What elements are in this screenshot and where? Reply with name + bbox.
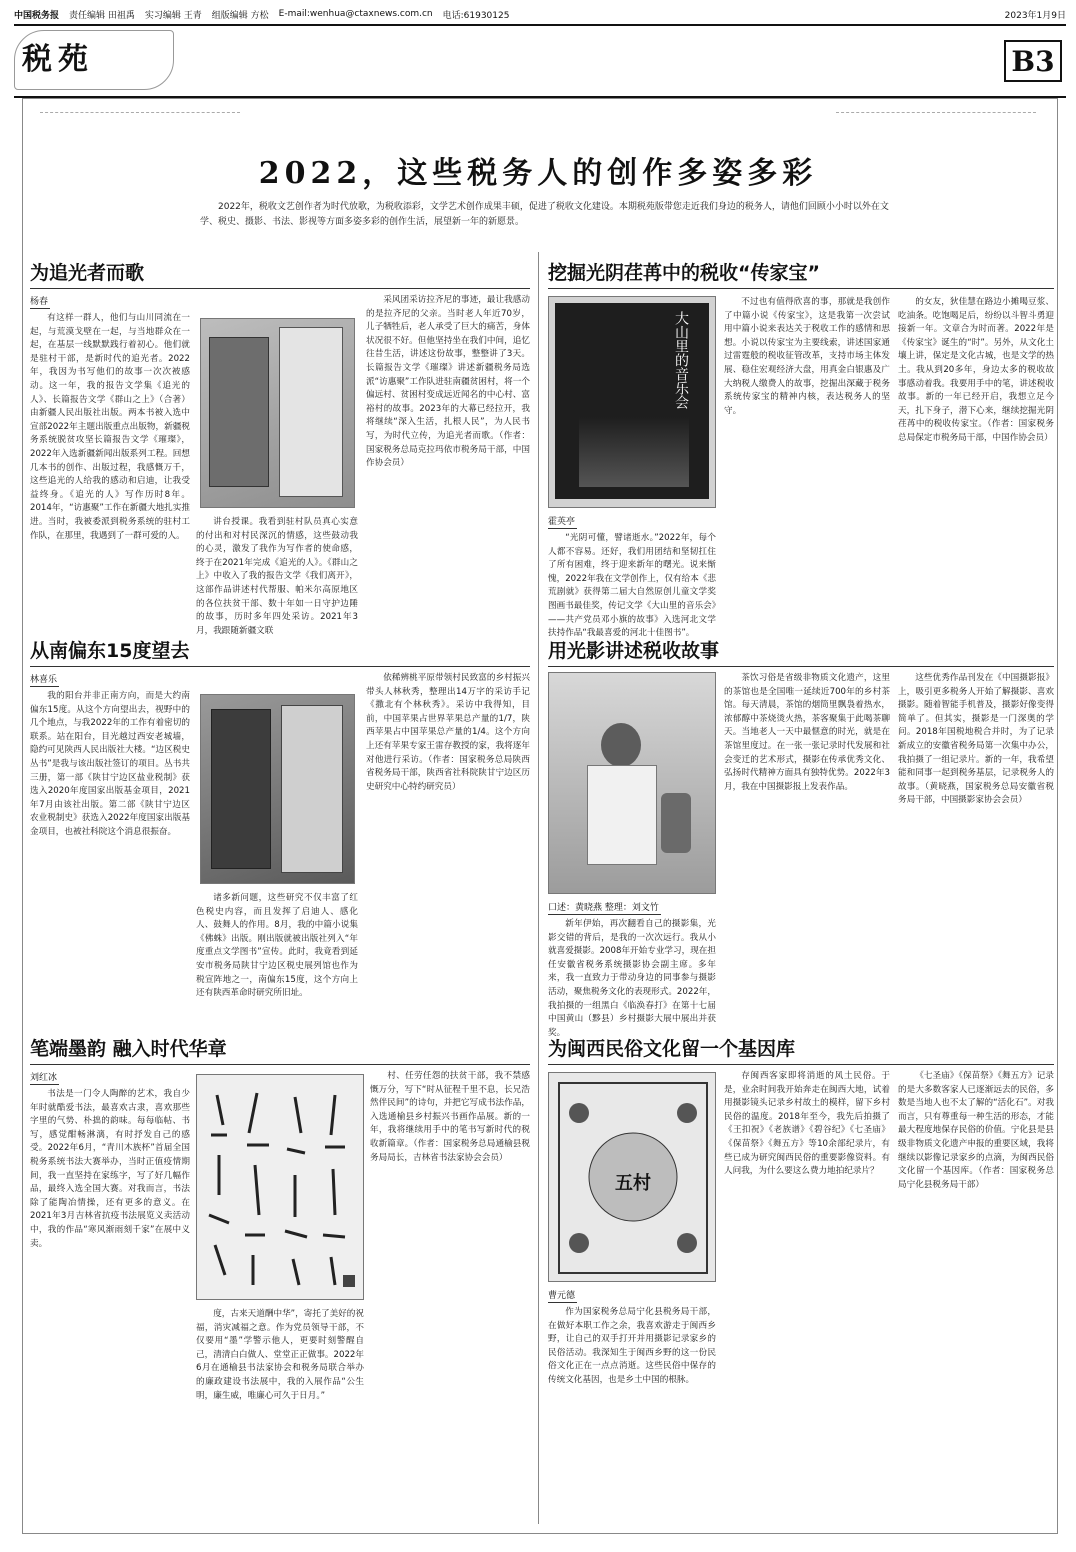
article-column <box>196 516 358 636</box>
top-info-bar <box>14 6 1066 22</box>
article-text: 新年伊始，再次翻看自己的摄影集，光影交错的背后，是我的一次次远行。我从小就喜爱摄影。2008年开始专业学习，现在担任安徽省税务系统摄影协会副主席。多年来，我一直致力于带动身边的同事参与摄影活动，聚焦税务文化的表现形式。2022年，我拍摄的一组黑白《临涣春打》在第十七届中国黄山（黟县）乡村摄影大展中展出并获奖。 <box>548 919 716 1038</box>
title-rule <box>548 1064 1054 1065</box>
portrait-photo <box>548 672 716 894</box>
title-rule <box>30 288 530 289</box>
page-number: B3 <box>1004 40 1062 82</box>
article-title: 用光影讲述税收故事 <box>548 640 720 662</box>
article-text: 度，古来天道酬中华”，寄托了美好的祝福，消灾减福之意。作为党员领导干部，不仅要用“墨”学警示他人，更要时刻警醒自己，清清白白做人、堂堂正正做事。2022年6月在通榆县书法家协会和税务局联合举办的廉政建设书法展中，我的入展作品“公生明，廉生威，唯廉心可久于日月。” <box>196 1309 364 1401</box>
phone-number: 电话:61930125 <box>442 10 510 21</box>
center-divider <box>538 252 539 1524</box>
article-column <box>898 1070 1054 1524</box>
article-title: 为追光者而歌 <box>30 262 145 284</box>
article-text: 茶饮习俗是省级非物质文化遗产，这里的茶馆也是全国唯一延续近700年的乡村茶馆。每天清晨，茶馆的烟筒里飘袅着热水，浓郁醇中茶烧烫火热，茶客聚集于此喝茶聊天。当地老人一天中最惬意的时光，就是在茶馆里度过。在一张一张记录时代发展和社会变迁的艺术形式，摄影在传承优秀文化、弘扬时代精神方面具有独特优势。2022年3月，我在中国摄影报上发表作品。 <box>724 673 890 792</box>
title-rule <box>548 288 1054 289</box>
article-author: 霍英亭 <box>548 514 577 529</box>
issue-date: 2023年1月9日 <box>1004 10 1066 21</box>
section-title: 税苑 <box>22 42 94 77</box>
article-text: “光阴可懂，譬诸逝水。”2022年，每个人都不容易。还好，我们用团结和坚韧扛住了所有困难，终于迎来新年的曙光。说来惭愧，2022年我在文学创作上，仅有给本《悲荒剧就》获得第二届大自然原创儿童文学奖图画书最佳奖，传记文学《大山里的音乐会》——共产党员邓小旗的故事》入选河北文学扶持作品“我最喜爱的河北十佳图书”。 <box>548 533 716 639</box>
article-title: 挖掘光阴荏苒中的税收“传家宝” <box>548 262 820 284</box>
email-address: E-mail:wenhua@ctaxnews.com.cn <box>278 9 433 19</box>
article-title: 从南偏东15度望去 <box>30 640 190 662</box>
article-column <box>898 296 1054 626</box>
title-rule <box>30 1064 530 1065</box>
article-author: 林喜乐 <box>30 672 59 687</box>
article-column <box>366 294 530 626</box>
editor-credit: 责任编辑 田祖禹 <box>69 10 135 21</box>
main-headline: 2022，这些税务人的创作多姿多彩 <box>258 156 818 191</box>
article-text: 我的阳台并非正南方向，而是大约南偏东15度。从这个方向望出去，视野中的几个地点，与我2022年的工作有着密切的联系。站在阳台，目光越过西安老城墙，隐约可见陕西人民出版社大楼。“边区税史丛书”是我与该出版社签订的项目。丛书共三册，第一部《陕甘宁边区盐业税制》获选入2020年度国家出版基金项目，2021年7月由该社出版。第二部《陕甘宁边区农业税制史》获选入2022年度国家出版基金项目，也被社科院这个消息很振奋。 <box>30 691 190 837</box>
poster-title: 五村 <box>615 1173 651 1194</box>
article-title: 笔端墨韵 融入时代华章 <box>30 1038 227 1060</box>
article-column <box>898 672 1054 1024</box>
article-column <box>724 672 890 1024</box>
article-text: 诸多新问题，这些研究不仅丰富了红色税史内容，而且发挥了启迪人、感化人、鼓舞人的作用。8月，我的中篇小说集《佛蛛》出版。刚出版就被出版社列入“年度重点文学图书”宣传。此时，我竟看到延安市税务局陕甘宁边区税史展列馆也作为税宣阵地之一，南偏东15度，这个方向上还有陕西革命时研究所旧址。 <box>196 893 358 999</box>
article-column <box>548 918 716 1038</box>
calligraphy-image <box>196 1074 364 1300</box>
article-column <box>724 1070 890 1524</box>
article-column <box>366 672 530 1024</box>
layout-credit: 组版编辑 方松 <box>211 10 269 21</box>
article-column <box>30 690 190 1022</box>
article-text: 这些优秀作品刊发在《中国摄影报》上，吸引更多税务人开始了解摄影、喜欢摄影。随着智能手机普及，摄影好像变得简单了。但其实，摄影是一门深奥的学问。2018年国税地税合并时，为了记录新成立的安徽省税务局第一次集中办公，我拍摄了一组记录片。新的一年，我希望能和同事一起到税务基层，记录税务人的故事。（黄晓燕，国家税务总局安徽省税务局干部，中国摄影家协会会员） <box>898 673 1054 806</box>
book-covers-image <box>200 694 355 884</box>
article-column <box>548 1306 716 1524</box>
article-column <box>370 1070 530 1524</box>
article-text: 依稀辨桃平原带领村民致富的乡村振兴带头人林秋秀，整理出14万字的采访手记《撒北有个林秋秀》。采访中我得知，目前，中国苹果占世界苹果总产量的1/7，陕西苹果占中国苹果总产量的1/4。这个方向上还有苹果专家王雷存教授的家，我将逐年对他进行采访。（作者：国家税务总局陕西省税务局干部，陕西省社科院陕甘宁边区历史研究中心特约研究员） <box>366 673 530 792</box>
article-text: 存闽西客家即将消逝的风土民俗。于是，业余时间我开始奔走在闽西大地，试着用摄影镜头记录乡村故土的模样，留下乡村民俗的温度。2018年至今，我先后拍摄了《王扣祝》《老族谱》《碧谷纪》《七圣庙》《保苗祭》《舞五方》等10余部纪录片，有些已成为研究闽西民俗的重要影像资料。有人问我，为什么要这么费力地拍纪录片？ <box>724 1071 890 1177</box>
article-author: 杨春 <box>30 294 50 309</box>
article-text: 不过也有值得欣喜的事，那就是我创作了中篇小说《传家宝》，这是我第一次尝试用中篇小说来表达关于税收工作的感情和思想。小说以传家宝为主要线索，讲述国家通过雷霆般的税收征管改革，支持市场主体发展、稳住宏观经济大盘，用真金白银惠及广大纳税人缴费人的故事，挖掘出深藏于税务系统传家宝的精神内核，表达税务人的坚守。 <box>724 297 890 416</box>
title-rule <box>30 666 530 667</box>
article-author: 口述：黄晓燕 整理：刘文竹 <box>548 900 661 915</box>
article-column <box>196 1308 364 1524</box>
calligraphy-strokes <box>197 1075 365 1301</box>
article-author: 曹元德 <box>548 1288 577 1303</box>
book-cover-title: 大山里的音乐会 <box>673 311 689 409</box>
article-text: 采风团采访拉齐尼的事迹，最让我感动的是拉齐尼的父亲。当时老人年近70岁，儿子牺牲后，老人承受了巨大的痛苦，身体状况很不好。但他坚持坐在我们中间，追忆往昔生活，讲述这份故事，整整讲了3天。长篇报告文学《璀璨》讲述新疆税务局选派“访惠聚”工作队进驻南疆贫困村，将一个偏远村、贫困村变成远近闻名的中心村、富裕村的故事。2023年的大幕已经拉开，我将继续“深入生活，扎根人民”，为人民书写，为时代立传，为追光者而歌。（作者：国家税务总局克拉玛依市税务局干部，中国作协会员） <box>366 295 530 469</box>
article-text: 有这样一群人，他们与山川同流在一起，与荒漠戈壁在一起，与当地群众在一起，在基层一线默默践行着初心。他们就是驻村干部，是新时代的追光者。2022年，我因为书写他们的故事一次次被感动。这一年，我的报告文学集《追光的人》、长篇报告文学《群山之上》（合著）由新疆人民出版社出版。两本书被入选中宣部2022年主题出版重点出版物，新疆税务系统脱贫攻坚长篇报告文学《璀璨》，2022年入选新疆新闻出版系列工程。回想几本书的创作、出版过程，我感慨万千，这些追光的人给我的感动和启迪，让我受益终身。《追光的人》写作历时8年。2014年，“访惠聚”工作在新疆大地扎实推进。当时，我被委派到税务系统的驻村工作队，在那里，我遇到了一群可爱的人。 <box>30 313 190 541</box>
article-column <box>30 312 190 622</box>
paper-name: 中国税务报 <box>14 10 60 21</box>
intro-paragraph: 2022年，税收文艺创作者为时代放歌，为税收添彩，文学艺术创作成果丰硕，促进了税收文化建设。本期税苑版带您走近我们身边的税务人，请他们回顾小小时以外在文学、税史、摄影、书法、影视等方面多姿多彩的创作生活，展望新一年的新愿景。 <box>200 202 889 227</box>
article-text: 书法是一门令人陶醉的艺术，我自少年时就酷爱书法，最喜欢古隶，喜欢那些字里的气势、朴拙的韵味。每每临帖、书写，感觉酣畅淋漓，有时抒发自己的感受。2022年6月，“青川木族杯”首届全国税务系统书法大赛举办，当时正值疫情期间，我一直坚持在家练字，写了好几幅作品，最终入选全国大赛。对我而言，书法除了能陶冶情操，还有更多的意义。在2021年3月吉林省抗疫书法展览义卖活动中，我的作品“寒风渐雨刻千家”在展中义卖。 <box>30 1089 190 1249</box>
article-text: 村、任劳任怨的扶贫干部，我不禁感慨万分，写下“时从征程千里不息，长兄浩然伴民间”的诗句，并把它写成书法作品，入选通榆县乡村振兴书画作品展。新的一年，我将继续用手中的笔书写新时代的税收新篇章。（作者：国家税务总局通榆县税务局局长，吉林省书法家协会会员） <box>370 1071 530 1163</box>
article-text: 《七圣庙》《保苗祭》《舞五方》记录的是大多数客家人已逐渐远去的民俗，多数是当地人也不太了解的“活化石”。对我而言，只有尊重每一种生活的形态，才能最大程度地保存民俗的价值。宁化县是县级非物质文化遗产申报的重要区域，我将继续以影像记录家乡的点滴，为闽西民俗文化留一个基因库。（作者：国家税务总局宁化县税务局干部） <box>898 1071 1054 1190</box>
article-column <box>196 892 358 1024</box>
article-column <box>30 1088 190 1524</box>
article-column <box>724 296 890 626</box>
intern-credit: 实习编辑 王青 <box>144 10 202 21</box>
film-poster-image <box>548 1072 716 1282</box>
article-title: 为闽西民俗文化留一个基因库 <box>548 1038 796 1060</box>
book-cover-image <box>548 296 716 508</box>
article-author: 刘红冰 <box>30 1070 59 1085</box>
article-text: 作为国家税务总局宁化县税务局干部，在做好本职工作之余，我喜欢游走于闽西乡野，让自己的双手打开并用摄影记录家乡的民俗活动。我深知生于闽西乡野的这一份民俗文化正在一点点消逝。这些民俗中保存的传统文化基因，也是乡土中国的根脉。 <box>548 1307 716 1385</box>
title-rule <box>548 666 1054 667</box>
article-text: 的女友，狄佳慧在路边小摊喝豆浆、吃油条。吃饱喝足后，纷纷以斗智斗勇迎接新一年。文章合为时而著。2022年是《传家宝》诞生的“时”。另外，从文化土壤上讲，保定是文化古城，也是文学的热土。我从到20多年，身边太多的税收故事感动着我。我要用手中的笔，讲述税收故事。新的一年已经开启，我想立足今天，扎下身子，潜下心来，继续挖掘光阴荏苒中的税收传家宝。（作者：国家税务总局保定市税务局干部，中国作协会员） <box>898 297 1054 443</box>
book-covers-image <box>200 318 355 508</box>
masthead <box>14 26 1066 96</box>
article-column <box>548 532 716 639</box>
article-text: 讲台授课。我看到驻村队员真心实意的付出和对村民深沉的情感，这些鼓动我的心灵，激发了我作为写作者的使命感，终于在2021年完成《追光的人》。《群山之上》中收入了我的报告文学《我们离开》，这部作品讲述村代帮服、帕米尔高原地区的各位扶贫干部、数十年如一日守护边陲的故事，历时多年四处采访。2021年3月，我跟随新疆文联 <box>196 517 358 636</box>
